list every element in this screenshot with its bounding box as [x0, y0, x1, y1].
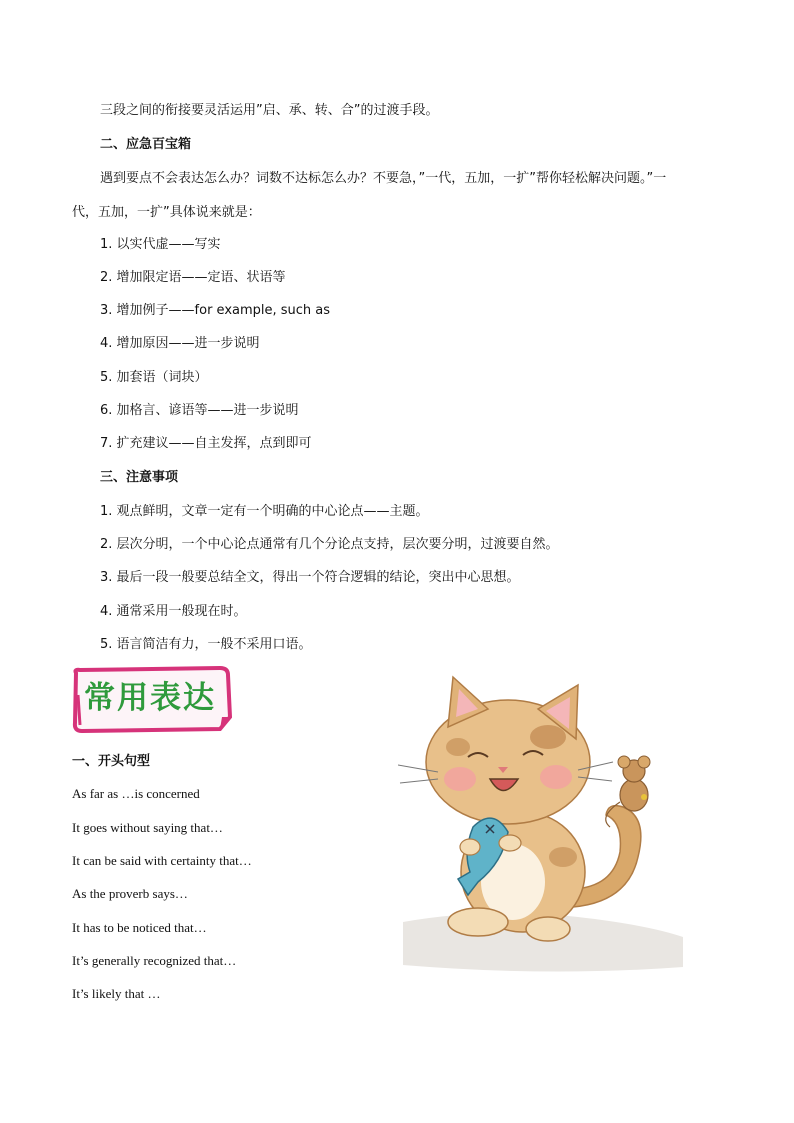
section2-item: 2. 增加限定语——定语、状语等	[100, 270, 286, 285]
section2-heading: 二、应急百宝箱	[100, 137, 192, 152]
section3-item: 2. 层次分明，一个中心论点通常有几个分论点支持，层次要分明，过渡要自然。	[100, 537, 559, 552]
section3-item: 1. 观点鲜明，文章一定有一个明确的中心论点——主题。	[100, 504, 429, 519]
section2-item: 7. 扩充建议——自主发挥，点到即可	[100, 436, 312, 451]
section2-para-line1: 遇到要点不会表达怎么办？词数不达标怎么办？不要急，”一代，五加，一扩”帮你轻松解决问题。”一	[100, 171, 667, 186]
cat-illustration	[398, 667, 688, 977]
section2-item: 5. 加套语（词块）	[100, 370, 208, 385]
section3-item: 5. 语言简洁有力，一般不采用口语。	[100, 637, 312, 652]
open-phrase: As far as …is concerned	[72, 786, 200, 801]
section2-item: 3. 增加例子——for example, such as	[100, 303, 331, 318]
open-phrase: It can be said with certainty that…	[72, 853, 252, 868]
section2-item: 6. 加格言、谚语等——进一步说明	[100, 403, 299, 418]
badge-text: 常用表达	[84, 680, 216, 716]
section3-item: 4. 通常采用一般现在时。	[100, 604, 247, 619]
section3-item: 3. 最后一段一般要总结全文，得出一个符合逻辑的结论，突出中心思想。	[100, 570, 520, 585]
section2-item: 1. 以实代虚——写实	[100, 237, 221, 252]
open-phrase: It’s likely that …	[72, 986, 161, 1001]
open-phrase: As the proverb says…	[72, 886, 188, 901]
open-phrase: It’s generally recognized that…	[72, 953, 237, 968]
section2-para-line2: 代，五加，一扩”具体说来就是：	[72, 205, 261, 220]
section-open-heading: 一、开头句型	[72, 754, 151, 769]
open-phrase: It goes without saying that…	[72, 820, 223, 835]
section3-heading: 三、注意事项	[100, 470, 179, 485]
intro-line: 三段之间的衔接要灵活运用”启、承、转、合”的过渡手段。	[100, 103, 439, 118]
cat-icon	[398, 667, 688, 977]
open-phrase: It has to be noticed that…	[72, 920, 207, 935]
section-badge	[70, 665, 236, 737]
section2-item: 4. 增加原因——进一步说明	[100, 336, 260, 351]
